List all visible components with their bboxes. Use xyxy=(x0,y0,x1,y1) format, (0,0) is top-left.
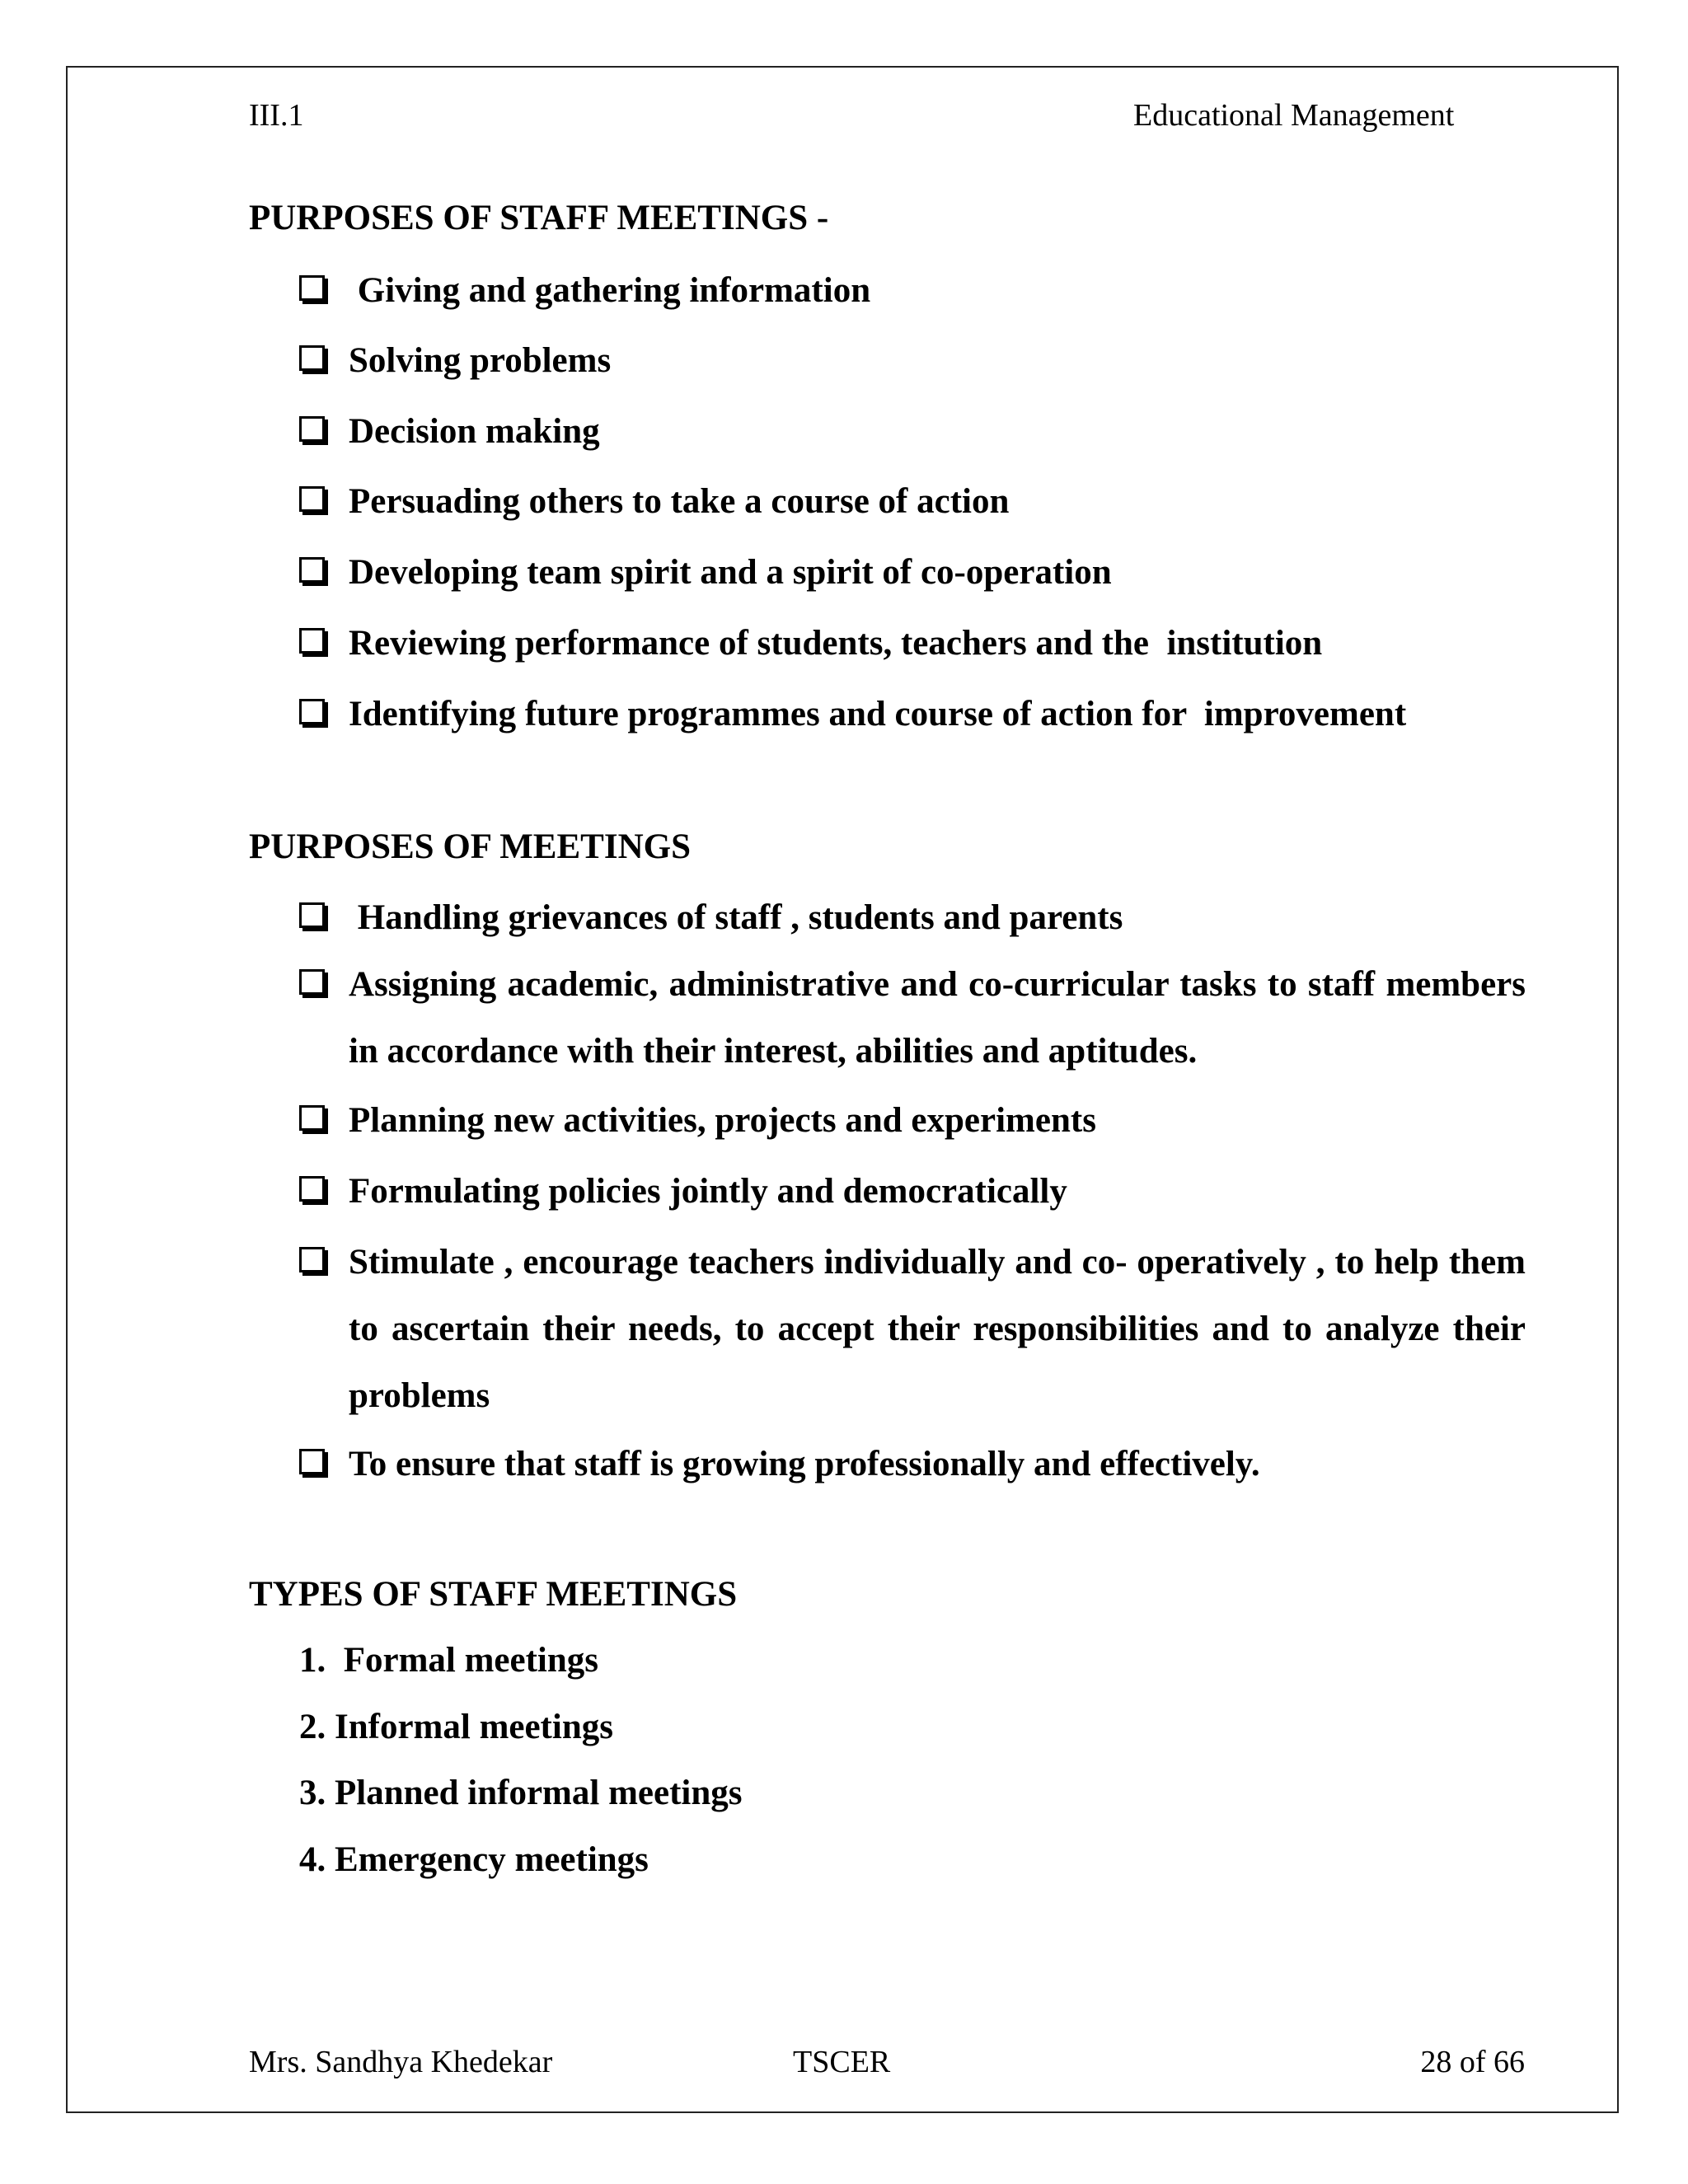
checkbox-bullet-icon xyxy=(299,1247,325,1272)
checkbox-bullet-icon xyxy=(299,628,325,654)
checkbox-bullet-icon xyxy=(299,969,325,995)
checkbox-bullet-icon xyxy=(299,1449,325,1474)
footer-page-number: 28 of 66 xyxy=(1420,2045,1525,2079)
numbered-item: 2. Informal meetings xyxy=(299,1708,613,1746)
header-subject: Educational Management xyxy=(1133,98,1455,133)
list-item: Identifying future programmes and course of action for improvement xyxy=(299,681,1526,748)
list-item: Planning new activities, projects and experiments xyxy=(299,1087,1526,1154)
section-title-types-of-staff-meetings: TYPES OF STAFF MEETINGS xyxy=(249,1575,738,1614)
checkbox-bullet-icon xyxy=(299,275,325,301)
list-item: Giving and gathering information xyxy=(299,257,1526,324)
checkbox-bullet-icon xyxy=(299,902,325,928)
footer-author: Mrs. Sandhya Khedekar xyxy=(249,2045,553,2079)
list-item: Reviewing performance of students, teachers and the institution xyxy=(299,610,1526,677)
checkbox-bullet-icon xyxy=(299,416,325,442)
list-item: Stimulate , encourage teachers individually and co- operatively , to help them to ascertain their needs, to accept their responsibilities and to analyze their problems xyxy=(299,1229,1526,1429)
list-item: Developing team spirit and a spirit of co-operation xyxy=(299,539,1526,606)
list-item: Formulating policies jointly and democratically xyxy=(299,1158,1526,1225)
checkbox-bullet-icon xyxy=(299,486,325,512)
checkbox-bullet-icon xyxy=(299,1105,325,1131)
section-title-purposes-of-staff-meetings: PURPOSES OF STAFF MEETINGS - xyxy=(249,199,829,237)
list-item: Solving problems xyxy=(299,327,1526,394)
checkbox-bullet-icon xyxy=(299,557,325,583)
list-item: Persuading others to take a course of action xyxy=(299,468,1526,535)
footer-institution: TSCER xyxy=(793,2045,891,2079)
numbered-item: 3. Planned informal meetings xyxy=(299,1774,743,1812)
list-item: To ensure that staff is growing professionally and effectively. xyxy=(299,1431,1526,1497)
section-title-purposes-of-meetings: PURPOSES OF MEETINGS xyxy=(249,827,691,866)
numbered-item: 1. Formal meetings xyxy=(299,1641,599,1680)
list-item: Handling grievances of staff , students and parents xyxy=(299,884,1526,951)
checkbox-bullet-icon xyxy=(299,699,325,724)
checkbox-bullet-icon xyxy=(299,1176,325,1202)
header-section-number: III.1 xyxy=(249,98,304,133)
list-item: Decision making xyxy=(299,398,1526,465)
list-item: Assigning academic, administrative and co-curricular tasks to staff members in accordance with their interest, abilities and aptitudes. xyxy=(299,951,1526,1085)
numbered-item: 4. Emergency meetings xyxy=(299,1840,649,1879)
checkbox-bullet-icon xyxy=(299,345,325,371)
